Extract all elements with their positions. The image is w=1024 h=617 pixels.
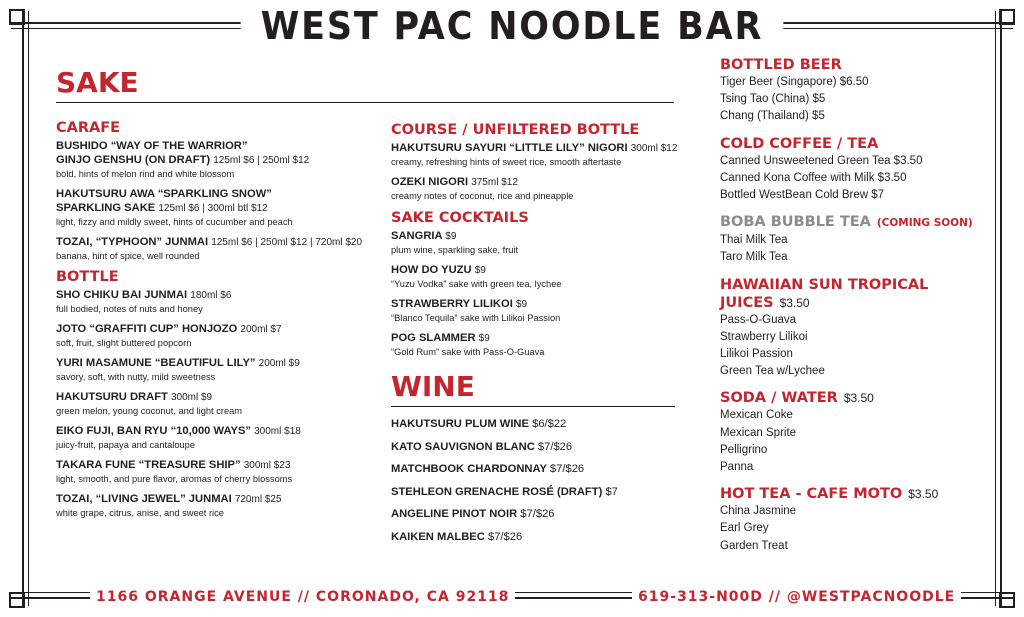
wine-heading: WINE	[391, 370, 475, 403]
item-name-line	[391, 297, 691, 312]
item-description: savory, soft, with nutty, mild sweetness	[56, 372, 216, 382]
wine-price: $7/$26	[537, 440, 573, 453]
bottled-beer-heading: BOTTLED BEER	[720, 57, 842, 73]
bottle-heading: BOTTLE	[56, 269, 119, 285]
item-name-line	[56, 322, 386, 337]
drink-item: Garden Treat	[720, 539, 788, 552]
item-size-price: $9	[515, 299, 528, 310]
item-name-line	[391, 331, 691, 346]
wine-item	[391, 462, 691, 476]
drink-item: Tiger Beer (Singapore) $6.50	[720, 76, 869, 88]
frame-right-inner	[995, 11, 996, 606]
item-name-line	[56, 356, 386, 371]
item-description: creamy notes of coconut, rice and pineapple	[391, 191, 574, 201]
drink-item: Panna	[720, 461, 754, 474]
item-name-line	[391, 175, 691, 190]
item-name-line	[391, 229, 691, 244]
cocktails-heading: SAKE COCKTAILS	[391, 210, 529, 226]
item-name: TOZAI, “LIVING JEWEL” JUNMAI	[56, 493, 232, 505]
wine-price: $6/$22	[532, 418, 567, 430]
item-size-price: 300ml $12	[630, 143, 678, 154]
menu-item	[391, 141, 691, 168]
item-name: POG SLAMMER	[391, 332, 476, 344]
item-description: “Yuzu Vodka” sake with green tea, lychee	[391, 279, 562, 289]
menu-item	[391, 175, 691, 202]
drink-item: Green Tea w/Lychee	[720, 365, 825, 378]
item-name-line	[56, 139, 386, 153]
soda-price: $3.50	[843, 391, 874, 406]
menu-item	[391, 331, 691, 358]
menu-item	[56, 390, 386, 417]
sake-heading: SAKE	[56, 66, 139, 99]
boba-section	[720, 213, 992, 266]
cocktail-list	[391, 229, 691, 358]
soda-list	[720, 407, 992, 476]
boba-heading	[720, 213, 992, 232]
drink-item: Earl Grey	[720, 522, 769, 535]
item-description: light, fizzy and mildly sweet, hints of cucumber and peach	[56, 217, 293, 227]
frame-left-outer	[22, 11, 24, 606]
frame-corner-tr	[999, 9, 1015, 25]
item-name: HAKUTSURU AWA “SPARKLING SNOW”	[56, 188, 272, 200]
wine-item	[391, 507, 691, 521]
item-name: HAKUTSURU DRAFT	[56, 391, 168, 403]
hawaiian-section	[720, 276, 992, 381]
wine-price: $7/$26	[549, 463, 585, 475]
item-name: SPARKLING SAKE	[56, 202, 156, 214]
item-name: JOTO “GRAFFITI CUP” HONJOZO	[56, 323, 238, 335]
menu-item	[56, 288, 386, 315]
restaurant-name: WEST PAC NOODLE BAR	[240, 4, 783, 48]
boba-list	[720, 232, 992, 266]
item-size-price: 125ml $6 | 250ml $12	[213, 155, 310, 166]
item-description: white grape, citrus, anise, and sweet rice	[56, 508, 224, 518]
cold-coffee-list	[720, 153, 992, 205]
wine-item	[391, 485, 691, 499]
hawaiian-list	[720, 312, 992, 381]
frame-corner-bl	[9, 592, 25, 608]
item-name: HOW DO YUZU	[391, 264, 472, 276]
item-name-line	[56, 187, 386, 201]
carafe-heading: CARAFE	[56, 120, 121, 136]
wine-name: KATO SAUVIGNON BLANC	[391, 440, 535, 453]
menu-item	[56, 492, 386, 519]
item-name: STRAWBERRY LILIKOI	[391, 298, 513, 310]
drink-item: Chang (Thailand) $5	[720, 110, 825, 123]
item-description: banana, hint of spice, well rounded	[56, 251, 200, 261]
hot-tea-heading	[720, 485, 992, 503]
course-list	[391, 141, 691, 202]
item-name-line	[391, 141, 691, 156]
bottled-beer-section	[720, 56, 992, 126]
item-size-price: 200ml $7	[240, 324, 282, 335]
item-name: TOZAI, “TYPHOON” JUNMAI	[56, 236, 209, 248]
hawaiian-heading	[720, 276, 992, 312]
drink-item: Mexican Sprite	[720, 426, 797, 439]
wine-price: $7/$26	[487, 530, 523, 543]
wine-name: MATCHBOOK CHARDONNAY	[391, 463, 547, 475]
item-name: YURI MASAMUNE “BEAUTIFUL LILY”	[56, 357, 256, 369]
item-size-price: $9	[445, 231, 457, 242]
drink-item: Mexican Coke	[720, 409, 793, 422]
wine-item	[391, 440, 691, 454]
item-description: “Blanco Tequila” sake with Lilikoi Passion	[391, 313, 561, 323]
item-description: bold, hints of melon rind and white blossom	[56, 169, 235, 179]
menu-item	[56, 322, 386, 349]
item-size-price: 375ml $12	[471, 177, 518, 188]
item-description: plum wine, sparkling sake, fruit	[391, 245, 519, 255]
item-name: SANGRIA	[391, 230, 443, 242]
bottle-list	[56, 288, 386, 519]
wine-item	[391, 530, 691, 544]
menu-item	[56, 356, 386, 383]
item-name-line	[56, 153, 386, 168]
item-size-price: 300ml $9	[170, 392, 213, 403]
drink-item: Thai Milk Tea	[720, 234, 788, 247]
menu-item	[56, 139, 386, 180]
item-description: soft, fruit, slight buttered popcorn	[56, 338, 192, 348]
drink-item: Canned Unsweetened Green Tea $3.50	[720, 154, 923, 167]
item-size-price: $9	[474, 265, 486, 276]
hot-tea-price: $3.50	[908, 487, 939, 502]
wine-item	[391, 417, 691, 431]
boba-heading-text: BOBA BUBBLE TEA	[720, 214, 871, 231]
cold-coffee-section	[720, 135, 992, 205]
frame-right-outer	[1000, 11, 1002, 606]
left-column	[56, 68, 386, 526]
menu-item	[56, 235, 386, 262]
footer-address: 1166 ORANGE AVENUE // CORONADO, CA 92118	[90, 589, 515, 605]
item-name: GINJO GENSHU (ON DRAFT)	[56, 154, 211, 166]
frame-corner-tl	[9, 9, 25, 25]
drink-item: Bottled WestBean Cold Brew $7	[720, 189, 885, 202]
wine-list	[391, 417, 691, 544]
drink-item: Pass-O-Guava	[720, 313, 797, 326]
item-description: light, smooth, and pure flavor, aromas of cherry blossoms	[56, 474, 293, 484]
carafe-list	[56, 139, 386, 262]
item-size-price: 180ml $6	[190, 290, 232, 301]
footer-contact: 619-313-N00D // @WESTPACNOODLE	[632, 589, 961, 605]
bottled-beer-list	[720, 74, 992, 126]
item-description: full bodied, notes of nuts and honey	[56, 304, 203, 314]
menu-item	[391, 229, 691, 256]
boba-coming-soon: (COMING SOON)	[876, 217, 973, 230]
hawaiian-heading-text: HAWAIIAN SUN TROPICAL JUICES	[720, 276, 929, 311]
item-size-price: 300ml $18	[254, 426, 301, 437]
item-description: green melon, young coconut, and light cream	[56, 406, 243, 416]
item-name-line	[56, 492, 386, 507]
item-description: juicy-fruit, papaya and cantaloupe	[56, 440, 196, 450]
item-size-price: 300ml $23	[243, 460, 291, 471]
item-name: HAKUTSURU SAYURI “LITTLE LILY” NIGORI	[391, 142, 628, 154]
hot-tea-section	[720, 485, 992, 555]
hot-tea-heading-text: HOT TEA - CAFE MOTO	[720, 486, 903, 503]
wine-name: STEHLEON GRENACHE ROSÉ (DRAFT)	[391, 485, 603, 498]
item-size-price: 125ml $6 | 300ml btl $12	[158, 203, 268, 214]
drink-item: Tsing Tao (China) $5	[720, 93, 826, 106]
drink-item: Strawberry Lilikoi	[720, 330, 808, 343]
right-column	[720, 56, 992, 555]
middle-column	[391, 121, 691, 552]
item-name: TAKARA FUNE “TREASURE SHIP”	[56, 459, 241, 471]
drink-item: Pelligrino	[720, 443, 768, 456]
item-name-line	[56, 458, 386, 473]
soda-section	[720, 389, 992, 476]
soda-heading	[720, 389, 992, 407]
item-name: BUSHIDO “WAY OF THE WARRIOR”	[56, 140, 248, 152]
drink-item: Taro Milk Tea	[720, 251, 788, 264]
item-description: creamy, refreshing hints of sweet rice, smooth aftertaste	[391, 157, 622, 167]
item-name-line	[56, 201, 386, 216]
drink-item: China Jasmine	[720, 505, 797, 518]
hawaiian-price: $3.50	[779, 295, 810, 310]
menu-item	[391, 263, 691, 290]
soda-heading-text: SODA / WATER	[720, 390, 838, 407]
restaurant-title	[41, 4, 983, 48]
menu-item	[56, 424, 386, 451]
menu-item	[56, 187, 386, 228]
drink-item: Canned Kona Coffee with Milk $3.50	[720, 171, 907, 184]
menu-item	[391, 297, 691, 324]
item-name-line	[391, 263, 691, 278]
wine-rule	[391, 406, 675, 407]
wine-name: KAIKEN MALBEC	[391, 530, 485, 543]
course-heading: COURSE / UNFILTERED BOTTLE	[391, 122, 640, 138]
frame-corner-br	[999, 592, 1015, 608]
item-name-line	[56, 390, 386, 405]
item-name-line	[56, 288, 386, 303]
item-size-price: 720ml $25	[234, 494, 282, 505]
sake-rule	[56, 102, 674, 103]
item-description: “Gold Rum” sake with Pass-O-Guava	[391, 347, 545, 357]
hot-tea-list	[720, 503, 992, 555]
item-name-line	[56, 424, 386, 439]
drink-item: Lilikoi Passion	[720, 348, 793, 361]
wine-name: ANGELINE PINOT NOIR	[391, 508, 518, 520]
item-size-price: 125ml $6 | 250ml $12 | 720ml $20	[211, 237, 363, 248]
wine-price: $7/$26	[520, 508, 555, 520]
cold-coffee-heading: COLD COFFEE / TEA	[720, 135, 879, 152]
item-name: OZEKI NIGORI	[391, 176, 469, 188]
item-size-price: $9	[478, 333, 490, 344]
wine-price: $7	[605, 485, 618, 498]
item-name: SHO CHIKU BAI JUNMAI	[56, 289, 188, 301]
item-size-price: 200ml $9	[258, 358, 300, 369]
item-name-line	[56, 235, 386, 250]
frame-left-inner	[28, 11, 29, 606]
menu-item	[56, 458, 386, 485]
item-name: EIKO FUJI, BAN RYU “10,000 WAYS”	[56, 425, 252, 437]
wine-name: HAKUTSURU PLUM WINE	[391, 418, 529, 430]
